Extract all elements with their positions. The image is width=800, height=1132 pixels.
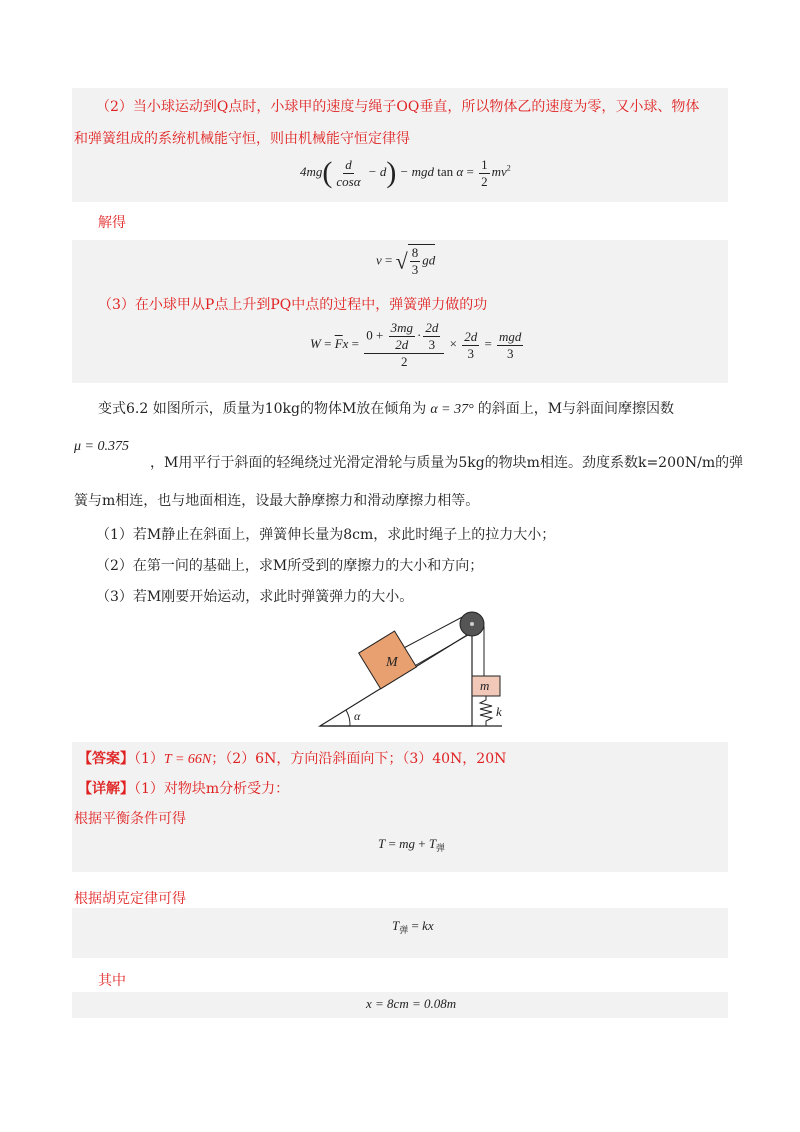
label-m: m xyxy=(480,678,490,693)
answer-part1: （1） xyxy=(134,751,164,767)
pulley-axle xyxy=(470,622,474,626)
incline-figure xyxy=(312,602,532,732)
question-2: （2）在第一问的基础上，求M所受到的摩擦力的大小和方向； xyxy=(96,558,484,574)
spring xyxy=(480,696,492,726)
answer-rest: ；（2）6N，方向沿斜面向下；（3）40N，20N xyxy=(211,751,507,767)
question-3: （3）若M刚要开始运动，求此时弹簧弹力的大小。 xyxy=(96,589,414,605)
hooke-equation: $T_弹$ = kx xyxy=(392,918,434,935)
detail-tag: 【详解】 xyxy=(78,781,134,797)
label-k: k xyxy=(496,704,502,719)
answer-tag: 【答案】 xyxy=(78,751,134,767)
mu-equation: μ = 0.375 xyxy=(74,439,129,454)
variant-line3: 簧与m相连，也与地面相连，设最大静摩擦力和滑动摩擦力相等。 xyxy=(74,493,480,509)
part2-line1: （2）当小球运动到Q点时，小球甲的速度与绳子OQ垂直，所以物体乙的速度为零，又小球、物体 xyxy=(96,99,700,115)
energy-equation: 4mg( $\frac{d}{\cos\alpha}$ − d) − mgd tan α = $\frac{1}{2}$ $mv^2$ xyxy=(300,156,511,189)
label-M: M xyxy=(386,655,398,670)
part3-line: （3）在小球甲从P点上升到PQ中点的过程中，弹簧弹力做的功 xyxy=(98,297,488,313)
balance-label: 根据平衡条件可得 xyxy=(74,811,186,827)
variant-line2: ，M用平行于斜面的轻绳绕过光滑定滑轮与质量为5kg的物块m相连。劲度系数k=200N/m的弹 xyxy=(150,455,744,471)
x-equation: x = 8cm = 0.08m xyxy=(366,996,457,1011)
work-equation: $W = \overline{F}x$ = 0 + $\frac{3mg}{2d}$ · $\frac{2d}{3}$ 2 × $\frac{2d}{3}$ = $\frac{\text{mgd}}{3}$ xyxy=(310,320,522,369)
hooke-label: 根据胡克定律可得 xyxy=(74,891,186,907)
answer-line xyxy=(78,748,506,771)
detail-text: （1）对物块m分析受力： xyxy=(134,781,290,797)
label-alpha: α xyxy=(354,709,361,723)
variant-line1-start: 变式6.2 如图所示，质量为10kg的物体M放在倾角为 xyxy=(98,401,427,417)
part2-line2: 和弹簧组成的系统机械能守恒，则由机械能守恒定律得 xyxy=(74,131,410,147)
balance-equation: T = mg + $T_弹$ xyxy=(378,836,446,853)
answer-T: T = 66N xyxy=(163,752,212,767)
variant-line1 xyxy=(98,398,674,421)
detail-line xyxy=(78,778,289,800)
velocity-equation: v = √ $\frac{8}{3}$ gd xyxy=(376,245,436,277)
alpha-equation: α = 37° xyxy=(430,402,474,417)
question-1: （1）若M静止在斜面上，弹簧伸长量为8cm，求此时绳子上的拉力大小； xyxy=(96,527,556,543)
variant-line1-end: 的斜面上，M与斜面间摩擦因数 xyxy=(477,401,675,417)
where-label: 其中 xyxy=(98,973,126,989)
solve-label: 解得 xyxy=(98,215,126,231)
